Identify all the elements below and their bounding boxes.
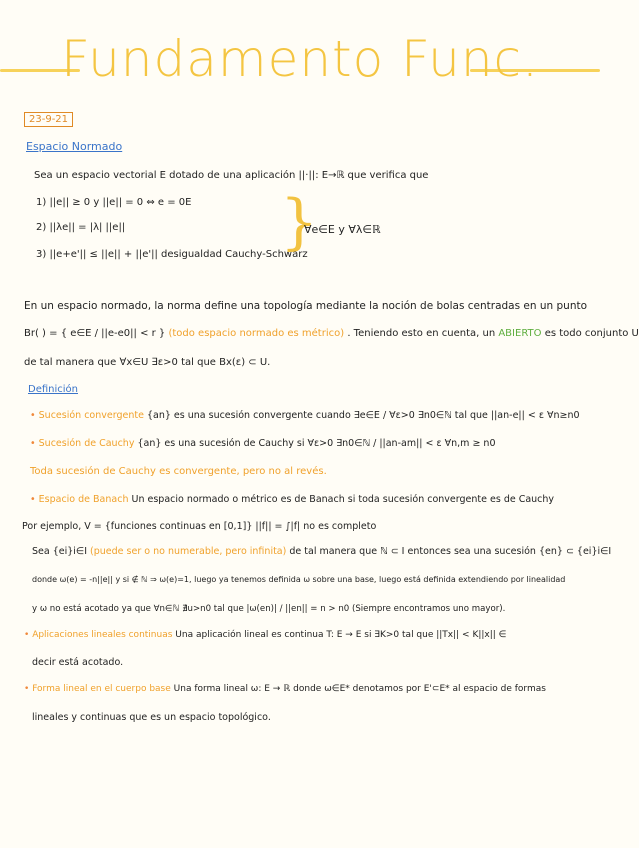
bullet-icon: • <box>30 410 36 421</box>
abierto-term: ABIERTO <box>498 328 542 339</box>
def-convergent <box>30 410 580 421</box>
axiom-3: 3) ||e+e'|| ≤ ||e|| + ||e'|| desigualdad Cauchy-Schwarz <box>36 249 308 260</box>
def-linear-form-text: Una forma lineal ω: E → ℝ donde ω∈E* denotamos por E'⊂E* al espacio de formas <box>173 684 546 694</box>
bullet-icon: • <box>30 438 36 449</box>
def-cauchy-label: Sucesión de Cauchy <box>38 438 135 449</box>
page-title: Fundamento Func. <box>61 30 539 88</box>
remark: Toda sucesión de Cauchy es convergente, pero no al revés. <box>30 466 327 477</box>
definitions-heading: Definición <box>28 384 78 395</box>
donde-line: donde ω(e) = -n||e|| y si ∉ ℕ ⇒ ω(e)=1, luego ya tenemos definida ω sobre una base, luego está definida extendiendo por linealidad <box>32 575 566 584</box>
para1-line2 <box>24 328 639 339</box>
ball-definition: Br( ) = { e∈E / ||e-e0|| < r } <box>24 328 166 339</box>
def-convergent-text: {an} es una sucesión convergente cuando ∃e∈E / ∀ε>0 ∃n0∈ℕ tal que ||an-e|| < ε ∀n≥n0 <box>146 410 580 421</box>
def-banach <box>30 494 554 505</box>
para1-line3: de tal manera que ∀x∈U ∃ε>0 tal que Bx(ε) ⊂ U. <box>24 357 271 368</box>
para1-line2-text: . Teniendo esto en cuenta, un <box>347 328 496 339</box>
section-heading: Espacio Normado <box>26 140 123 153</box>
def-continuous-label: Aplicaciones lineales continuas <box>32 630 173 640</box>
sea-line <box>32 546 611 557</box>
para1-line1: En un espacio normado, la norma define una topología mediante la noción de bolas centradas en un punto <box>24 300 588 312</box>
def-continuous <box>24 630 507 640</box>
def-banach-text: Un espacio normado o métrico es de Banach si toda sucesión convergente es de Cauchy <box>131 494 555 505</box>
def-linear-form <box>24 684 546 694</box>
def-cauchy-text: {an} es una sucesión de Cauchy si ∀ε>0 ∃n0∈ℕ / ||an-am|| < ε ∀n,m ≥ n0 <box>137 438 496 449</box>
axiom-1: 1) ||e|| ≥ 0 y ||e|| = 0 ⇔ e = 0E <box>36 197 192 208</box>
def-convergent-label: Sucesión convergente <box>38 410 144 421</box>
intro-text: Sea un espacio vectorial E dotado de una aplicación ||·||: E→ℝ que verifica que <box>34 170 429 181</box>
def-linear-form-label: Forma lineal en el cuerpo base <box>32 684 171 694</box>
sea-line-note: (puede ser o no numerable, pero infinita) <box>90 546 287 557</box>
bullet-icon: • <box>24 684 30 694</box>
def-cauchy <box>30 438 496 449</box>
brace-icon: } <box>280 187 319 257</box>
para1-line2-tail: es todo conjunto U <box>544 328 639 339</box>
sea-line-c: de tal manera que ℕ ⊂ I entonces sea una sucesión {en} ⊂ {ei}i∈I <box>289 546 612 557</box>
def-continuous-tail: decir está acotado. <box>32 657 124 668</box>
def-banach-label: Espacio de Banach <box>38 494 129 505</box>
sea-line-a: Sea {ei}i∈I <box>32 546 88 557</box>
def-continuous-text: Una aplicación lineal es continua T: E → E si ∃K>0 tal que ||Tx|| < K||x|| ∈ <box>175 630 507 640</box>
metric-note: (todo espacio normado es métrico) <box>168 328 345 339</box>
bullet-icon: • <box>30 494 36 505</box>
def-linear-form-tail: lineales y continuas que es un espacio topológico. <box>32 712 271 723</box>
bullet-icon: • <box>24 630 30 640</box>
y-line: y ω no está acotado ya que ∀n∈ℕ ∄u>n0 tal que |ω(en)| / ||en|| = n > n0 (Siempre encontramos uno mayor). <box>32 604 506 614</box>
axiom-condition: ∀e∈E y ∀λ∈ℝ <box>304 223 381 236</box>
example-line: Por ejemplo, V = {funciones continuas en [0,1]} ||f|| = ∫|f| no es completo <box>22 521 377 532</box>
date-box: 23-9-21 <box>24 112 73 127</box>
axiom-2: 2) ||λe|| = |λ| ||e|| <box>36 222 126 233</box>
